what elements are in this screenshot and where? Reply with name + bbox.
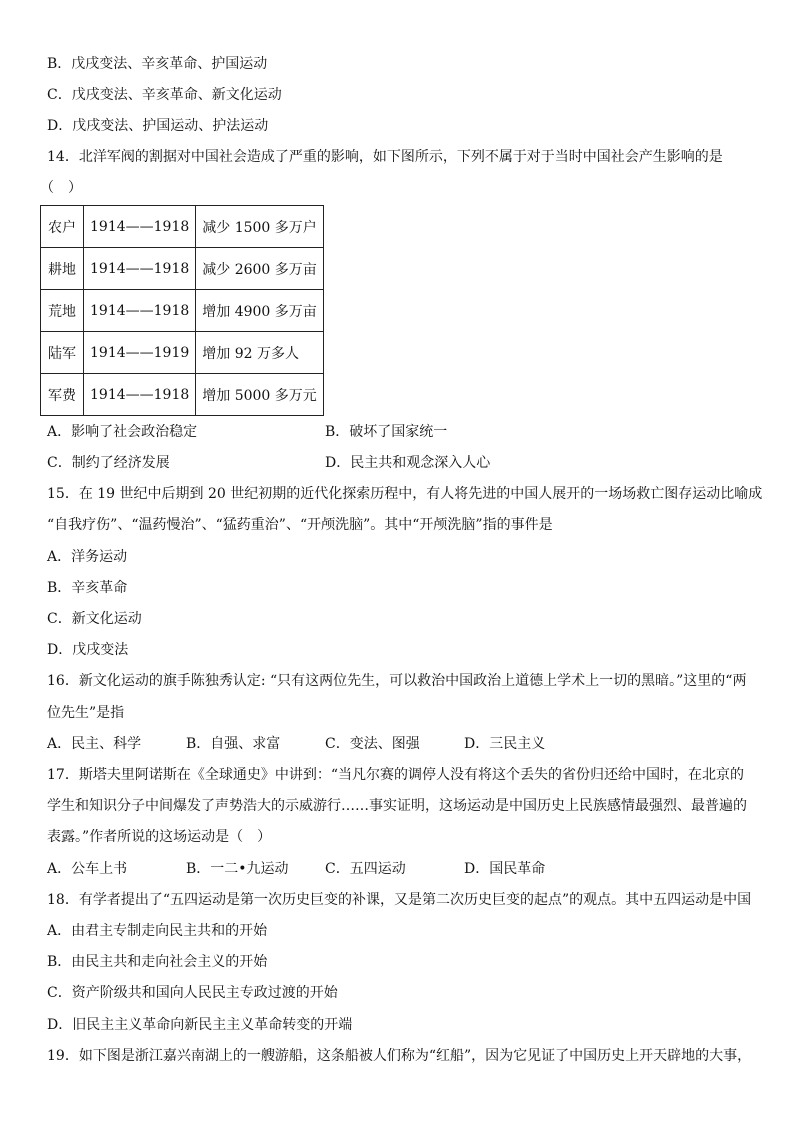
q13-option-d: D．戊戌变法、护国运动、护法运动 bbox=[47, 118, 269, 134]
q17-option-a: A．公车上书 bbox=[47, 861, 128, 877]
q16-stem-line1: 16．新文化运动的旗手陈独秀认定: “只有这两位先生，可以救治中国政治上道德上学术上一切的黑暗。”这里的“两 bbox=[47, 673, 747, 689]
table-row bbox=[41, 374, 324, 416]
table-cell: 增加 5000 多万元 bbox=[196, 374, 324, 416]
q16-option-a: A．民主、科学 bbox=[47, 736, 142, 752]
q14-stem-line2: （ ） bbox=[40, 180, 82, 196]
table-row bbox=[41, 332, 324, 374]
q18-option-b: B．由民主共和走向社会主义的开始 bbox=[47, 954, 268, 970]
q17-stem-line2: 学生和知识分子中间爆发了声势浩大的示威游行……事实证明，这场运动是中国历史上民族感情最强烈、最普遍的 bbox=[47, 798, 747, 814]
table-row bbox=[41, 206, 324, 248]
table-cell: 增加 4900 多万亩 bbox=[196, 290, 324, 332]
q14-stem-line1: 14．北洋军阀的割据对中国社会造成了严重的影响，如下图所示，下列不属于对于当时中国社会产生影响的是 bbox=[47, 149, 723, 165]
table-cell: 农户 bbox=[41, 206, 84, 248]
q18-option-a: A．由君主专制走向民主共和的开始 bbox=[47, 923, 268, 939]
q17-options-row bbox=[47, 860, 767, 878]
q17-option-d: D．国民革命 bbox=[464, 861, 546, 877]
q16-option-b: B．自强、求富 bbox=[186, 736, 281, 752]
table-row bbox=[41, 248, 324, 290]
q15-stem-line1: 15．在 19 世纪中后期到 20 世纪初期的近代化探索历程中，有人将先进的中国人展开的一场场救亡图存运动比喻成 bbox=[47, 486, 763, 502]
q15-option-b: B．辛亥革命 bbox=[47, 580, 128, 596]
q14-option-a: A．影响了社会政治稳定 bbox=[47, 424, 198, 440]
q19-stem-line1: 19．如下图是浙江嘉兴南湖上的一艘游船，这条船被人们称为“红船”，因为它见证了中国历史上开天辟地的大事， bbox=[47, 1048, 752, 1064]
q17-option-b: B．一二•九运动 bbox=[186, 861, 289, 877]
q16-options-row bbox=[47, 735, 767, 753]
q15-option-d: D．戊戌变法 bbox=[47, 642, 129, 658]
q14-option-b: B．破坏了国家统一 bbox=[325, 424, 448, 440]
table-cell: 陆军 bbox=[41, 332, 84, 374]
q16-option-d: D．三民主义 bbox=[464, 736, 546, 752]
table-cell: 1914——1918 bbox=[84, 374, 196, 416]
table-cell: 1914——1918 bbox=[84, 248, 196, 290]
table-cell: 军费 bbox=[41, 374, 84, 416]
q18-option-c: C．资产阶级共和国向人民民主专政过渡的开始 bbox=[47, 985, 338, 1001]
q15-option-a: A．洋务运动 bbox=[47, 549, 128, 565]
q14-option-d: D．民主共和观念深入人心 bbox=[325, 455, 491, 471]
q18-option-d: D．旧民主主义革命向新民主主义革命转变的开端 bbox=[47, 1017, 353, 1033]
table-cell: 耕地 bbox=[41, 248, 84, 290]
table-cell: 荒地 bbox=[41, 290, 84, 332]
q14-option-c: C．制约了经济发展 bbox=[47, 455, 170, 471]
q14-data-table bbox=[40, 205, 324, 416]
q17-option-c: C．五四运动 bbox=[325, 861, 406, 877]
table-row bbox=[41, 290, 324, 332]
q17-stem-line1: 17．斯塔夫里阿诺斯在《全球通史》中讲到：“当凡尔赛的调停人没有将这个丢失的省份归还给中国时，在北京的 bbox=[47, 767, 744, 783]
q15-option-c: C．新文化运动 bbox=[47, 611, 142, 627]
q13-option-c: C．戊戌变法、辛亥革命、新文化运动 bbox=[47, 87, 282, 103]
table-cell: 1914——1918 bbox=[84, 206, 196, 248]
q14-options-row1 bbox=[47, 423, 767, 441]
q16-option-c: C．变法、图强 bbox=[325, 736, 420, 752]
table-cell: 减少 1500 多万户 bbox=[196, 206, 324, 248]
q14-options-row2 bbox=[47, 454, 767, 472]
q15-stem-line2: “自我疗伤”、“温药慢治”、“猛药重治”、“开颅洗脑”。其中“开颅洗脑”指的事件是 bbox=[47, 517, 553, 533]
table-cell: 增加 92 万多人 bbox=[196, 332, 324, 374]
q16-stem-line2: 位先生”是指 bbox=[47, 705, 125, 721]
table-cell: 1914——1918 bbox=[84, 290, 196, 332]
table-cell: 减少 2600 多万亩 bbox=[196, 248, 324, 290]
q13-option-b: B．戊戌变法、辛亥革命、护国运动 bbox=[47, 56, 268, 72]
table-cell: 1914——1919 bbox=[84, 332, 196, 374]
q18-stem-line1: 18．有学者提出了“五四运动是第一次历史巨变的补课，又是第二次历史巨变的起点”的观点。其中五四运动是中国 bbox=[47, 892, 752, 908]
q17-stem-line3: 表露。”作者所说的这场运动是（ ） bbox=[47, 829, 272, 845]
